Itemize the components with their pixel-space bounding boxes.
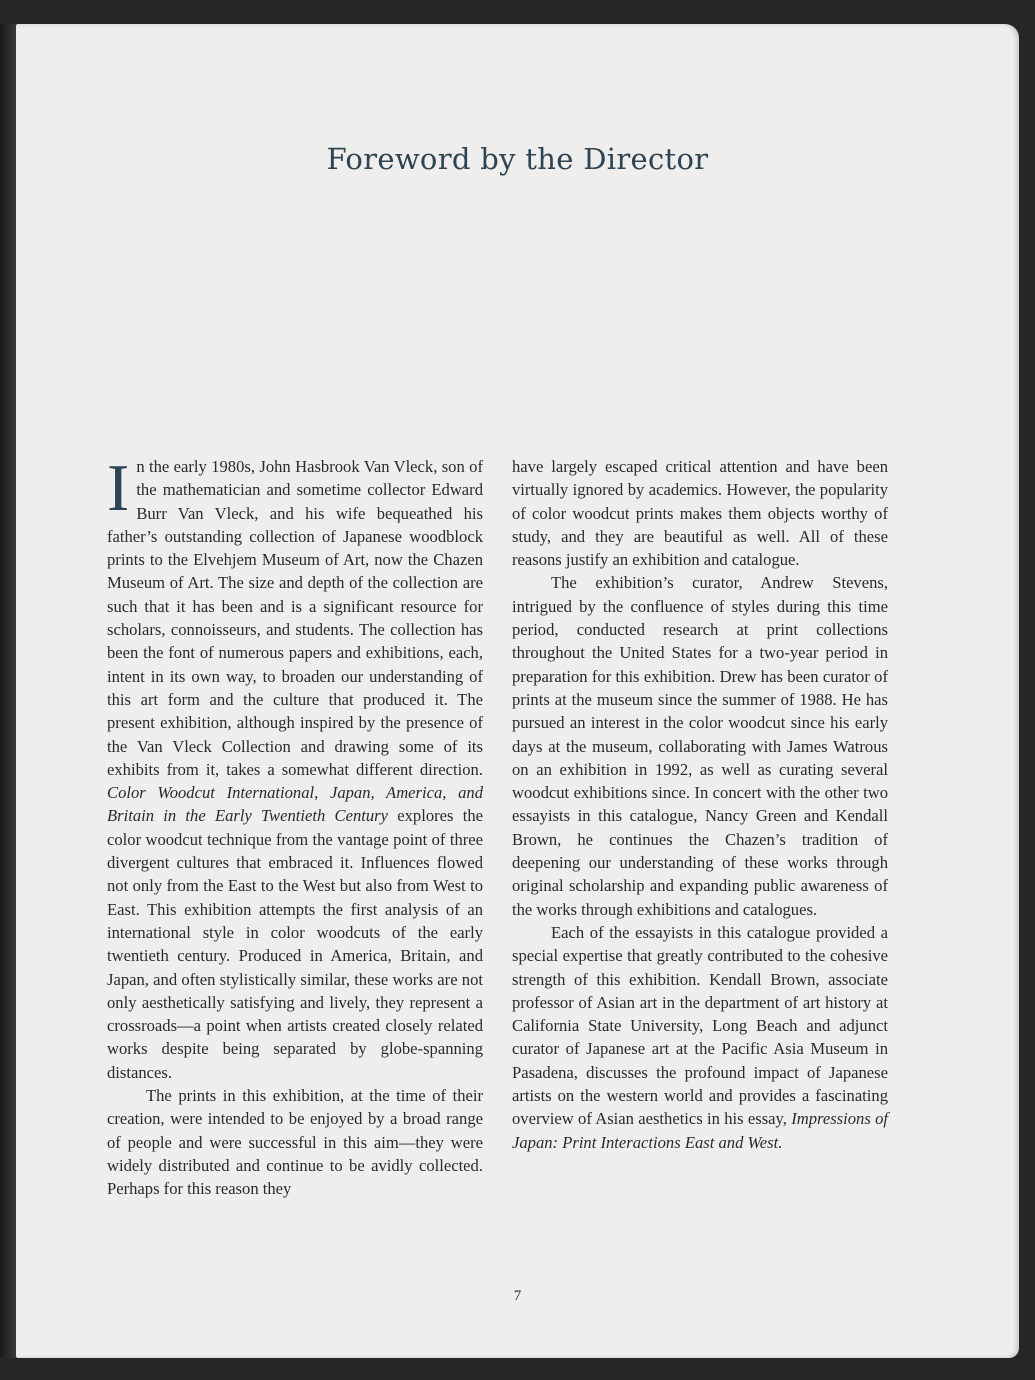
right-text-column [512, 455, 888, 1154]
paragraph-text: Each of the essayists in this catalogue provided a special expertise that greatly contributed to the cohesive strength of this exhibition. Kendall Brown, associate professor of Asian art in the department of art history at California State University, Long Beach and adjunct curator of Japanese art at the Pacific Asia Museum in Pasadena, discusses the profound impact of Japanese artists on the western world and provides a fascinating overview of Asian aesthetics in his essay, [512, 922, 888, 1129]
page-number: 7 [513, 1288, 522, 1304]
left-text-column [107, 451, 483, 1201]
drop-cap: I [107, 451, 130, 525]
book-page [16, 24, 1019, 1358]
paragraph: The prints in this exhibition, at the time of their creation, were intended to be enjoyed by a broad range of people and were successful in this aim—they were widely distributed and continue to be avidly collected. Perhaps for this reason they [107, 1086, 483, 1199]
paragraph-text: explores the color woodcut technique from the vantage point of three divergent cultures that embraced it. Influences flowed not only from the East to the West but also from West to East. This exhibition attempts the first analysis of an international style in color woodcuts of the early twentieth century. Produced in America, Britain, and Japan, and often stylistically similar, these works are not only aesthetically satisfying and lively, they represent a crossroads—a point when artists created closely related works despite being separated by globe-spanning distances. [107, 806, 483, 1082]
paragraph: The exhibition’s curator, Andrew Stevens, intrigued by the confluence of styles during this time period, conducted research at print collections throughout the United States for a two-year period in preparation for this exhibition. Drew has been curator of prints at the museum since the summer of 1988. He has pursued an interest in the color woodcut since his early days at the museum, collaborating with James Watrous on an exhibition in 1992, as well as curating several woodcut exhibitions since. In concert with the other two essayists in this catalogue, Nancy Green and Kendall Brown, he continues the Chazen’s tradition of deepening our understanding of these works through original scholarship and expanding public awareness of the works through exhibitions and catalogues. [512, 573, 888, 919]
paragraph [512, 921, 888, 1154]
page-title: Foreword by the Director [326, 142, 709, 176]
paragraph [107, 451, 483, 1084]
book-gutter [0, 24, 16, 1358]
paragraph: have largely escaped critical attention and have been virtually ignored by academics. However, the popularity of color woodcut prints makes them objects worthy of study, and they are beautiful as well. All of these reasons justify an exhibition and catalogue. [512, 457, 888, 570]
paragraph-text: n the early 1980s, John Hasbrook Van Vleck, son of the mathematician and sometime collector Edward Burr Van Vleck, and his wife bequeathed his father’s outstanding collection of Japanese woodblock prints to the Elvehjem Museum of Art, now the Chazen Museum of Art. The size and depth of the collection are such that it has been and is a significant resource for scholars, connoisseurs, and students. The collection has been the font of numerous papers and exhibitions, each, intent in its own way, to broaden our understanding of this art form and the culture that produced it. The present exhibition, although inspired by the presence of the Van Vleck Collection and drawing some of its exhibits from it, takes a somewhat different direction. [107, 457, 483, 779]
essay-title: Impressions of Japan: Print Interactions East and West. [512, 1109, 888, 1152]
exhibition-title: Color Woodcut International, Japan, America, and Britain in the Early Twentieth Century [107, 783, 483, 826]
